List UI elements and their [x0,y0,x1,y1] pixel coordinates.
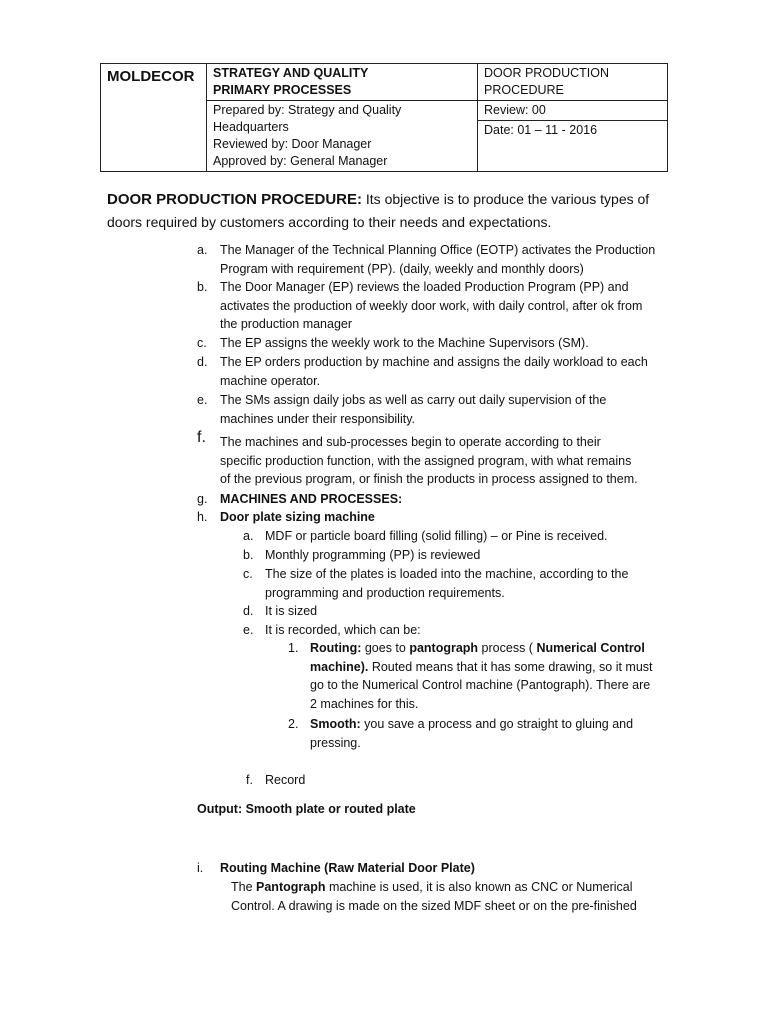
subsection-heading: Door plate sizing machine [220,510,375,524]
section-heading: MACHINES AND PROCESSES: [220,492,403,506]
procedure-heading: DOOR PRODUCTION PROCEDURE: [107,191,363,208]
document-header-table [100,63,668,172]
review-number: Review: 00 [478,101,667,121]
revision-date: Date: 01 – 11 - 2016 [484,123,598,137]
document-title-cell: DOOR PRODUCTION PROCEDURE [478,64,668,101]
subsection-heading: Routing Machine (Raw Material Door Plate) [220,861,475,875]
department-cell: STRATEGY AND QUALITY PRIMARY PROCESSES [207,64,478,101]
document-page: MOLDECOR STRATEGY AND QUALITY PRIMARY PROCESSES DOOR PRODUCTION PROCEDURE Prepared by: Strategy and Quality Headquarters Reviewed by: Door Manager Approved by: General Manager Review: 00 Date: 01 – 11 - 2016 DOOR PRODUCTION PROCEDURE: Its objective is to produce the various types of doors required by customers according to their needs and expectations. a. The Manager of the Technical Planning Office (EOTP) activates the Production Program with requirement (PP). (daily, weekly and monthly doors) b. The Door Manager (EP) reviews the loaded Production Program (PP) and activates the production of weekly door work, with daily control, after ok from the production manager c. The EP assigns the weekly work to the Machine Supervisors (SM). d. The EP orders production by machine and assigns the daily workload to each machine operator. e. The SMs assign daily jobs as well as carry out daily supervision of the machines under their responsibility. f. The machines and sub-processes begin to operate according to their specific production function, with the assigned program, with what remains of the previous program, or finish the products in process assigned to them. g. MACHINES AND PROCESSES: h. Door plate sizing machine a. MDF or particle board filling (solid filling) – or Pine is received. b. Monthly programming (PP) is reviewed c. The size of the plates is loaded into the machine, according to the programming and production requirements. d. It is sized e. It is recorded, which can be: 1. Routing: goes to pantograph process ( Numerical Control machine). Routed means that it has some drawing, so it must go to the Numerical Control machine (Pantograph). There are 2 machines for this. 2. Smooth: you save a process and go straight to gluing and pressing. f. Record Output: Smooth plate or routed plate i. Routing Machine (Raw Material Door Plate) The Pantograph machine is used, it is also known as CNC or Numerical Control. A drawing is made on the sized MDF sheet or on the pre-finished [0,0,768,1024]
intro-paragraph [107,188,667,233]
approvals-cell: Prepared by: Strategy and Quality Headquarters Reviewed by: Door Manager Approved by: General Manager [207,101,478,172]
revision-cell [478,101,668,172]
company-name: MOLDECOR [101,64,207,172]
procedure-objective: Its objective is to produce the various types of doors required by customers according to their needs and expectations. [107,191,650,230]
